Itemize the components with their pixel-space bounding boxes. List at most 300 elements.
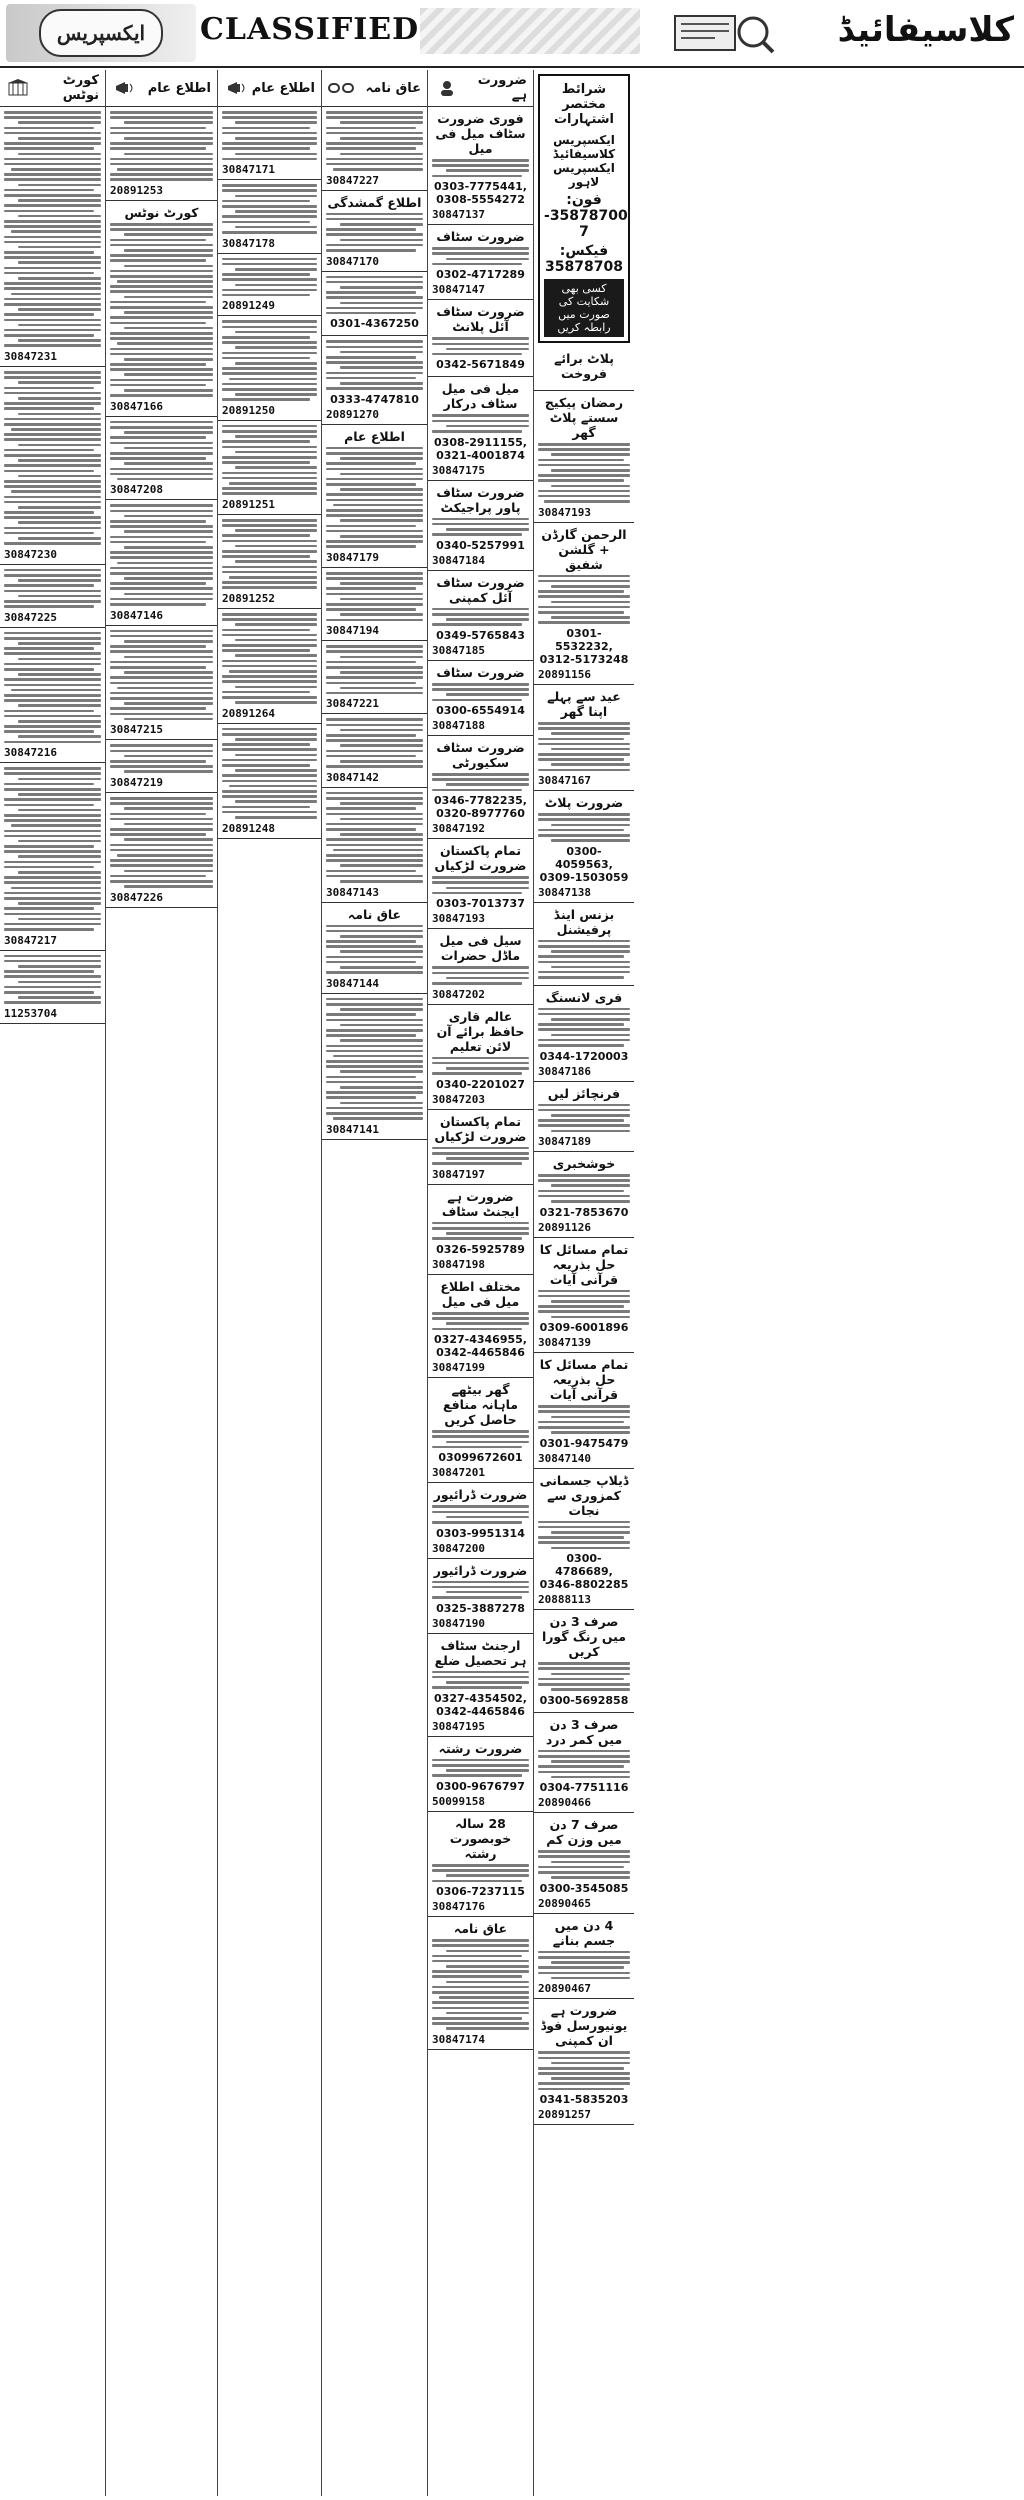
ad-body-text (538, 1750, 630, 1779)
ad-reference-number: 30847186 (538, 1064, 591, 1078)
classified-ad (428, 300, 533, 377)
classified-ad (428, 1812, 533, 1917)
ad-body-text (538, 722, 630, 771)
ad-reference-number: 30847179 (326, 550, 379, 564)
ad-title: میل فی میل سٹاف درکار (441, 381, 520, 412)
ad-reference-number: 30847188 (432, 719, 485, 733)
ad-reference-number: 30847203 (432, 1092, 485, 1106)
ad-title: اطلاع عام (344, 428, 405, 444)
classified-ad (534, 685, 634, 791)
ad-body-text (538, 1290, 630, 1319)
classified-ad (428, 736, 533, 839)
ad-title: عالم قاری حافظ برائے آن لائن تعلیم (436, 1008, 525, 1054)
classified-ad (428, 1185, 533, 1275)
ad-body-text (432, 683, 529, 701)
ad-body-text (326, 645, 423, 694)
classified-ad (0, 951, 105, 1024)
ad-phone: 0346-7782235, 0320-8977760 (434, 794, 527, 821)
ad-body-text (432, 1939, 529, 2030)
classified-ad (534, 1713, 634, 1814)
megaphone-icon (112, 77, 138, 99)
ad-body-text (222, 728, 317, 819)
ad-reference-number: 30847142 (326, 770, 379, 784)
ad-body-text (538, 443, 630, 503)
ad-body-text (432, 1147, 529, 1165)
column-wanted (428, 70, 534, 2496)
ad-title: ضرورت پلاٹ (544, 795, 624, 811)
ad-reference-number: 20888113 (538, 1593, 591, 1607)
classified-ad (0, 565, 105, 628)
column-heading: کورٹ نوٹس (62, 73, 99, 103)
ad-reference-number: 20891251 (222, 497, 275, 511)
ad-reference-number: 20890466 (538, 1796, 591, 1810)
classified-ad (534, 791, 634, 903)
column-court-notice-1 (0, 70, 106, 2496)
column-header (218, 70, 321, 107)
classified-ad (428, 225, 533, 300)
ad-body-text (326, 572, 423, 621)
ad-body-text (432, 247, 529, 265)
ad-reference-number: 30847176 (432, 1900, 485, 1914)
ad-reference-number: 30847184 (432, 553, 485, 567)
ad-body-text (432, 1864, 529, 1882)
ad-reference-number: 20891248 (222, 821, 275, 835)
classified-ad (218, 724, 321, 839)
ad-reference-number: 30847227 (326, 173, 379, 187)
ad-body-text (326, 998, 423, 1120)
ad-reference-number: 30847175 (432, 463, 485, 477)
ad-reference-number: 20891257 (538, 2108, 591, 2122)
office-phone: فون: 35878700-7 (544, 192, 628, 240)
ad-reference-number: 30847194 (326, 624, 379, 638)
classified-ad (428, 839, 533, 929)
ad-title: اطلاع گمشدگی (327, 194, 422, 210)
classified-ad (534, 903, 634, 986)
ad-body-text (326, 276, 423, 315)
ad-reference-number: 30847216 (4, 746, 57, 760)
ad-body-text (4, 767, 101, 930)
classified-ad (218, 254, 321, 317)
classified-ad (0, 367, 105, 565)
ad-body-text (110, 504, 213, 605)
column-heading: ضرورت ہے (477, 73, 527, 103)
classified-ad (428, 1917, 533, 2050)
ad-reference-number: 30847202 (432, 987, 485, 1001)
express-logo (6, 4, 196, 62)
ad-body-text (110, 630, 213, 721)
ad-body-text (222, 519, 317, 589)
ad-phone: 0303-7013737 (436, 897, 525, 911)
ad-reference-number: 30847198 (432, 1258, 485, 1272)
ad-body-text (432, 1581, 529, 1599)
ad-phone: 0325-3887278 (436, 1601, 525, 1615)
ad-reference-number: 30847143 (326, 885, 379, 899)
ad-body-text (432, 876, 529, 894)
classified-ad (322, 994, 427, 1140)
ad-phone: 0300-9676797 (436, 1779, 525, 1793)
ad-title: صرف 3 دن میں کمر درد (545, 1716, 623, 1747)
ad-title: بزنس اینڈ پرفیشنل (553, 906, 615, 937)
ad-body-text (110, 797, 213, 888)
ad-body-text (538, 2051, 630, 2090)
ad-reference-number: 30847166 (110, 399, 163, 413)
ad-body-text (432, 518, 529, 536)
ad-title: ضرورت رشتہ (438, 1740, 523, 1756)
column-heading: اطلاع عام (251, 80, 315, 96)
ad-body-text (432, 608, 529, 626)
ad-reference-number: 20890467 (538, 1982, 591, 1996)
ad-body-text (538, 575, 630, 624)
classified-ad (322, 788, 427, 903)
ad-body-text (110, 421, 213, 481)
ad-title: تمام پاکستان ضرورت لڑکیاں (434, 1113, 527, 1144)
column-header (322, 70, 427, 107)
ad-reference-number: 30847217 (4, 933, 57, 947)
classified-ad (428, 481, 533, 571)
ad-phone: 0349-5765843 (436, 628, 525, 642)
ad-body-text (538, 1951, 630, 1980)
classified-ad (428, 1559, 533, 1634)
ad-reference-number: 30847139 (538, 1336, 591, 1350)
ad-reference-number: 30847208 (110, 483, 163, 497)
ad-body-text (432, 1759, 529, 1777)
classified-ad (106, 626, 217, 741)
complaint-strip: کسی بھی شکایت کی صورت میں رابطہ کریں (544, 279, 624, 337)
classified-ad (322, 425, 427, 568)
classified-ad (106, 107, 217, 201)
column-header (106, 70, 217, 107)
ad-title: عید سے پہلے اپنا گھر (547, 688, 621, 719)
column-property-business (534, 70, 1024, 2496)
ad-title: تمام مسائل کا حل بذریعہ قرآنی آیات (539, 1241, 629, 1287)
ad-title: مختلف اطلاع میل فی میل (440, 1279, 521, 1310)
ad-body-text (326, 111, 423, 171)
classified-title-en: CLASSIFIED (200, 12, 420, 47)
ad-title: 28 سالہ خوبصورت رشتہ (449, 1815, 512, 1861)
ad-phone: 0308-2911155, 0321-4001874 (434, 435, 527, 462)
ad-reference-number: 30847138 (538, 885, 591, 899)
ad-body-text (326, 447, 423, 548)
ad-title: رمضان پیکیج سستے پلاٹ گھر (544, 395, 624, 440)
ad-title: تمام مسائل کا حل بذریعہ قرآنی آیات (539, 1357, 629, 1403)
column-heading: عاق نامہ (365, 80, 421, 96)
ad-body-text (326, 718, 423, 767)
classified-ad (428, 377, 533, 480)
ad-phone: 0300-5692858 (539, 1693, 629, 1707)
office-name: ایکسپریس کلاسیفائیڈ ایکسپریس لاہور (552, 133, 616, 189)
ad-body-text (222, 613, 317, 704)
classified-ad (534, 1152, 634, 1238)
classified-ad (322, 191, 427, 272)
classified-ad (534, 1353, 634, 1469)
ad-reference-number: 30847193 (538, 505, 591, 519)
ad-body-text (4, 569, 101, 608)
classified-ad (428, 571, 533, 661)
ad-body-text (326, 213, 423, 252)
classified-ad (534, 1914, 634, 2000)
classified-ad (534, 1999, 634, 2125)
page-header (0, 0, 1024, 68)
ad-reference-number: 30847195 (432, 1719, 485, 1733)
building-icon (6, 77, 29, 99)
ad-body-text (432, 1312, 529, 1330)
classified-ad (534, 1610, 634, 1713)
ad-body-text (538, 1850, 630, 1879)
ad-reference-number: 30847189 (538, 1135, 591, 1149)
ad-body-text (326, 925, 423, 974)
ad-reference-number: 30847178 (222, 236, 275, 250)
column-disownment (322, 70, 428, 2496)
ad-phone: 0333-4747810 (330, 392, 419, 406)
ad-title: سیل فی میل ماڈل حضرات (439, 933, 522, 964)
wanted-icon (434, 77, 459, 99)
ad-reference-number: 30847170 (326, 254, 379, 268)
express-logo-text: ایکسپریس (39, 9, 163, 57)
ad-reference-number: 30847230 (4, 547, 57, 561)
ad-title: الرحمن گارڈن + گلشن شفیق (541, 526, 627, 572)
ad-body-text (432, 1505, 529, 1523)
classified-ad (534, 347, 634, 391)
ad-title: فری لانسنگ (545, 989, 623, 1005)
classified-ad (428, 1110, 533, 1185)
ad-title: فرنچائز لیں (547, 1085, 621, 1101)
classified-ad (534, 986, 634, 1082)
ad-title: ضرورت سٹاف سکیورٹی (436, 740, 525, 771)
classified-ad (322, 903, 427, 994)
ad-phone: 0303-9951314 (436, 1526, 525, 1540)
ad-body-text (538, 1521, 630, 1550)
ad-body-text (110, 744, 213, 773)
classified-ad (218, 180, 321, 253)
classified-ad (106, 417, 217, 501)
ad-reference-number: 30847171 (222, 163, 275, 177)
ad-reference-number: 20891252 (222, 591, 275, 605)
ad-phone: 0300-3545085 (539, 1881, 629, 1895)
classified-ad (218, 515, 321, 609)
ad-body-text (538, 1662, 630, 1691)
ad-title: صرف 7 دن میں وزن کم (546, 1817, 622, 1848)
ad-reference-number: 30847140 (538, 1451, 591, 1465)
classified-ad (534, 1813, 634, 1914)
broken-chain-icon (328, 77, 354, 99)
ad-title: کورٹ نوٹس (124, 205, 199, 221)
classified-ad (428, 929, 533, 1004)
ad-body-text (432, 159, 529, 177)
ad-title: صرف 3 دن میں رنگ گورا کریں (541, 1614, 627, 1660)
ad-body-text (432, 1671, 529, 1689)
megaphone-icon (224, 77, 250, 99)
ad-body-text (538, 940, 630, 979)
ad-reference-number: 30847221 (326, 697, 379, 711)
ad-body-text (538, 1008, 630, 1047)
classified-ad (534, 391, 634, 523)
ad-reference-number: 20891270 (326, 407, 379, 421)
ad-reference-number: 30847199 (432, 1361, 485, 1375)
ad-body-text (222, 425, 317, 495)
classified-ad (428, 1737, 533, 1812)
ad-reference-number: 20891250 (222, 403, 275, 417)
ad-phone: 0341-5835203 (539, 2093, 629, 2107)
classified-ad (106, 793, 217, 908)
ad-title: پلاٹ برائے فروخت (554, 351, 614, 381)
ad-title: فوری ضرورت سٹاف میل فی میل (435, 111, 526, 156)
ad-phone: 03099672601 (438, 1451, 523, 1465)
ad-phone: 0300-4059563, 0309-1503059 (539, 844, 629, 884)
ad-reference-number: 30847147 (432, 283, 485, 297)
ad-body-text (538, 813, 630, 842)
ad-title: ضرورت سٹاف (436, 664, 525, 680)
ad-title: ارجنٹ سٹاف ہر تحصیل ضلع (434, 1637, 527, 1668)
ad-title: خوشخبری (552, 1156, 616, 1172)
ad-title: 4 دن میں جسم بنانے (552, 1917, 616, 1948)
ad-reference-number: 20891126 (538, 1220, 591, 1234)
ad-reference-number: 30847201 (432, 1466, 485, 1480)
ad-phone: 0326-5925789 (436, 1243, 525, 1257)
ad-reference-number: 30847225 (4, 610, 57, 624)
ad-phone: 0321-7853670 (539, 1205, 629, 1219)
ad-phone: 0327-4354502, 0342-4465846 (434, 1691, 527, 1718)
ad-reference-number: 30847137 (432, 208, 485, 222)
ad-body-text (432, 966, 529, 984)
classified-ad (0, 628, 105, 764)
header-decoration (420, 8, 640, 54)
ad-phone: 0303-7775441, 0308-5554272 (434, 180, 527, 207)
classified-ad (106, 201, 217, 417)
ad-title: عاق نامہ (347, 906, 402, 922)
column-public-notice-1 (106, 70, 218, 2496)
ad-body-text (326, 792, 423, 883)
ad-body-text (222, 111, 317, 160)
ad-phone: 0302-4717289 (436, 268, 525, 282)
classified-ad (218, 107, 321, 180)
ad-body-text (432, 1430, 529, 1448)
classified-ad (534, 1082, 634, 1153)
ad-reference-number: 20891249 (222, 299, 275, 313)
ad-title: ضرورت سٹاف آئل کمپنی (436, 574, 525, 605)
ad-title: تمام پاکستان ضرورت لڑکیاں (434, 843, 527, 874)
ad-reference-number: 30847141 (326, 1122, 379, 1136)
ad-phone: 0300-4786689, 0346-8802285 (539, 1552, 629, 1592)
ad-reference-number: 30847231 (4, 350, 57, 364)
ad-title: گھر بیٹھے ماہانہ منافع حاصل کریں (442, 1382, 519, 1428)
classified-ad (322, 107, 427, 191)
column-public-notice-2 (218, 70, 322, 2496)
ad-body-text (4, 111, 101, 347)
ad-title: عاق نامہ (453, 1921, 508, 1937)
classified-ad (322, 641, 427, 714)
ad-phone: 0301-9475479 (539, 1436, 629, 1450)
ad-reference-number: 30847190 (432, 1616, 485, 1630)
classified-ad (218, 421, 321, 515)
ad-reference-number: 30847215 (110, 723, 163, 737)
ad-body-text (4, 371, 101, 545)
ad-body-text (222, 258, 317, 297)
ad-body-text (432, 1057, 529, 1075)
ad-title: ضرورت سٹاف (436, 229, 525, 245)
ad-reference-number: 30847226 (110, 890, 163, 904)
newspaper-icon (660, 6, 780, 58)
col6-inner (534, 70, 634, 2496)
ad-title: ضرورت سٹاف آئل پلانٹ (436, 304, 525, 335)
ad-body-text (538, 1174, 630, 1203)
ad-title: ضرورت سٹاف پاور پراجیکٹ (436, 484, 525, 515)
ad-phone: 0344-1720003 (539, 1049, 629, 1063)
ad-body-text (432, 773, 529, 791)
classified-ad (218, 316, 321, 420)
ad-body-text (4, 632, 101, 744)
ad-phone: 0340-5257991 (436, 538, 525, 552)
ad-reference-number: 20891156 (538, 667, 591, 681)
column-header (0, 70, 105, 107)
ad-body-text (222, 320, 317, 400)
ad-title: ضرورت ڈرائیور (433, 1487, 528, 1503)
ad-reference-number: 50099158 (432, 1794, 485, 1808)
ad-title: ضرورت ہے ایجنٹ سٹاف (441, 1188, 520, 1219)
ad-body-text (222, 184, 317, 233)
ad-body-text (4, 955, 101, 1004)
ad-reference-number: 30847146 (110, 608, 163, 622)
classified-ad (322, 714, 427, 787)
ad-body-text (432, 337, 529, 355)
column-heading: اطلاع عام (147, 80, 211, 96)
classified-ad (106, 500, 217, 625)
ad-reference-number: 30847192 (432, 822, 485, 836)
classified-ad (534, 523, 634, 685)
terms-title: شرائط مختصر اشتہارات (553, 82, 615, 127)
terms-box (538, 74, 630, 343)
ad-reference-number: 30847185 (432, 643, 485, 657)
classified-title-ur: کلاسیفائیڈ (837, 10, 1014, 50)
classified-ad (322, 336, 427, 424)
classified-ad (534, 1469, 634, 1611)
ad-phone: 0342-5671849 (436, 358, 525, 372)
classified-ad (428, 107, 533, 225)
ad-phone: 0301-5532232, 0312-5173248 (539, 626, 629, 666)
classified-ad (218, 609, 321, 724)
ad-body-text (432, 1222, 529, 1240)
classified-ad (428, 1483, 533, 1558)
ad-body-text (326, 340, 423, 389)
ad-title: ضرورت ڈرائیور (433, 1562, 528, 1578)
ad-reference-number: 30847174 (432, 2032, 485, 2046)
ad-phone: 0340-2201027 (436, 1077, 525, 1091)
classified-ad (322, 568, 427, 641)
ad-body-text (432, 414, 529, 432)
ad-reference-number: 30847193 (432, 912, 485, 926)
ad-body-text (110, 111, 213, 181)
column-header (428, 70, 533, 107)
classified-ad (322, 272, 427, 337)
ad-body-text (538, 1405, 630, 1434)
ad-phone: 0327-4346955, 0342-4465846 (434, 1333, 527, 1360)
classified-ad (0, 107, 105, 367)
ad-reference-number: 20891253 (110, 184, 163, 198)
ad-reference-number: 30847197 (432, 1167, 485, 1181)
classified-ad (428, 1634, 533, 1737)
classified-ad (534, 1238, 634, 1354)
ad-reference-number: 20890465 (538, 1896, 591, 1910)
ad-title: ڈیلاپ جسمانی کمزوری سے نجات (539, 1472, 629, 1518)
ad-reference-number: 11253704 (4, 1006, 57, 1020)
ad-phone: 0306-7237115 (436, 1885, 525, 1899)
ad-reference-number: 30847167 (538, 774, 591, 788)
classified-ad (428, 661, 533, 736)
ad-title: ضرورت ہے یونیورسل فوڈ ان کمپنی (540, 2003, 628, 2049)
classified-ad (106, 740, 217, 793)
ad-phone: 0309-6001896 (539, 1321, 629, 1335)
ad-reference-number: 30847200 (432, 1541, 485, 1555)
ad-phone: 0304-7751116 (539, 1781, 629, 1795)
